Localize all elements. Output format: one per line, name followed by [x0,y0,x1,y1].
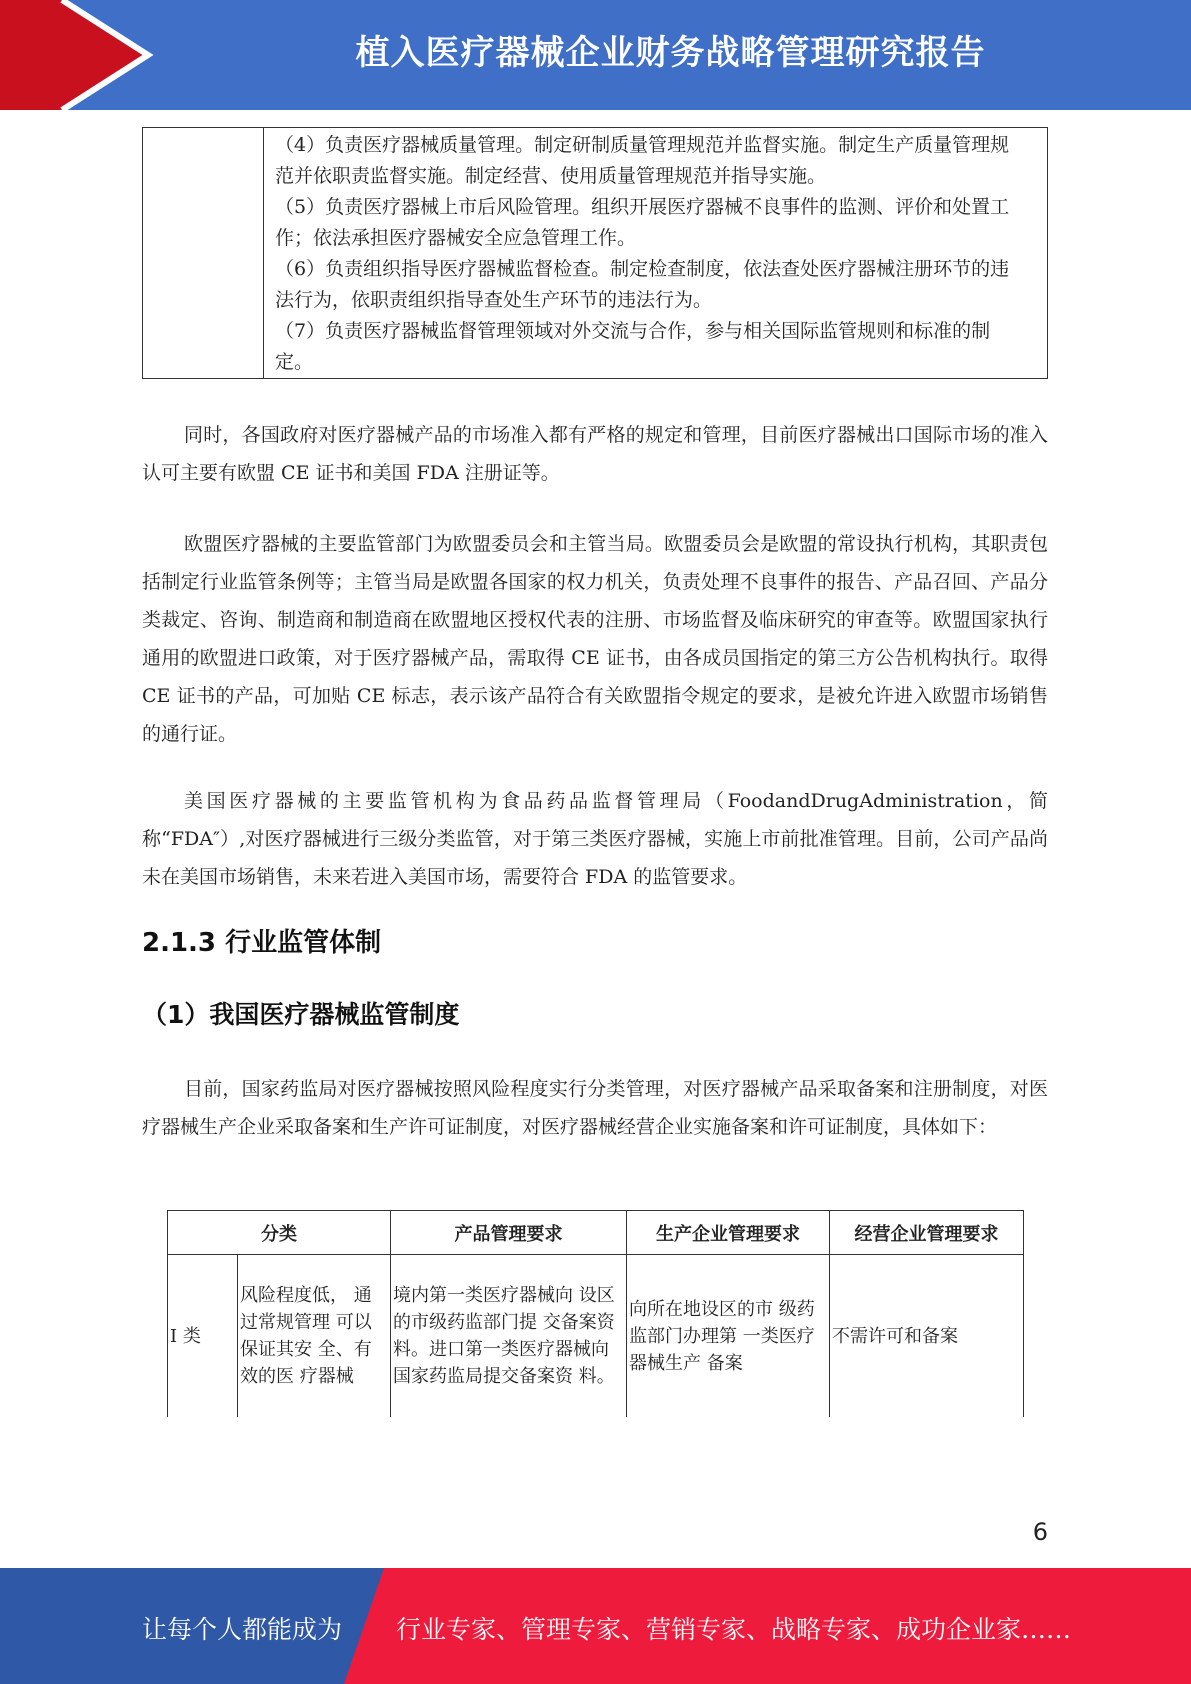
paragraph-market-access: 同时，各国政府对医疗器械产品的市场准入都有严格的规定和管理，目前医疗器械出口国际市场的准入认可主要有欧盟 CE 证书和美国 FDA 注册证等。 [142,424,1048,484]
paragraph-us-fda: 美国医疗器械的主要监管机构为食品药品监督管理局（FoodandDrugAdministration，简称“FDA″）,对医疗器械进行三级分类监管，对于第三类医疗器械，实施上市前批准管理。目前，公司产品尚未在美国市场销售，未来若进入美国市场，需要符合 FDA 的监管要求。 [142,790,1048,888]
responsibility-item: （6）负责组织指导医疗器械监督检查。制定检查制度，依法查处医疗器械注册环节的违法行为，依职责组织指导查处生产环节的违法行为。 [275,258,1010,311]
header-operation-requirements: 经营企业管理要求 [830,1211,1024,1255]
classification-table [167,1210,1024,1417]
header-product-requirements: 产品管理要求 [391,1211,627,1255]
header-category: 分类 [168,1211,391,1255]
report-title: 植入医疗器械企业财务战略管理研究报告 [355,33,986,73]
page-number: 6 [1032,1518,1048,1546]
cell-product: 境内第一类医疗器械向 设区的市级药监部门提 交备案资料。进口第一类医疗器械向 国家药监局提交备案资 料。 [391,1255,627,1418]
paragraph-eu-regulation: 欧盟医疗器械的主要监管部门为欧盟委员会和主管当局。欧盟委员会是欧盟的常设执行机构，其职责包括制定行业监管条例等；主管当局是欧盟各国家的权力机关，负责处理不良事件的报告、产品召回、产品分类裁定、咨询、制造商和制造商在欧盟地区授权代表的注册、市场监督及临床研究的审查等。欧盟国家执行通用的欧盟进口政策，对于医疗器械产品，需取得 CE 证书，由各成员国指定的第三方公告机构执行。取得 CE 证书的产品，可加贴 CE 标志，表示该产品符合有关欧盟指令规定的要求，是被允许进入欧盟市场销售的通行证。 [142,533,1048,745]
responsibility-item: （5）负责医疗器械上市后风险管理。组织开展医疗器械不良事件的监测、评价和处置工作；依法承担医疗器械安全应急管理工作。 [275,196,1010,249]
table-header-row [168,1211,1024,1255]
cell-production: 向所在地设区的市 级药监部门办理第 一类医疗器械生产 备案 [627,1255,830,1418]
responsibility-item: （7）负责医疗器械监督管理领域对外交流与合作，参与相关国际监管规则和标准的制定。 [275,320,991,373]
header-arrow-decoration [0,0,160,110]
responsibilities-table [142,127,1048,379]
header-bar [0,0,1191,110]
paragraph-china-regulation: 目前，国家药监局对医疗器械按照风险程度实行分类管理，对医疗器械产品采取备案和注册制度，对医疗器械生产企业采取备案和生产许可证制度，对医疗器械经营企业实施备案和许可证制度，具体如下： [142,1078,1048,1138]
table-row [168,1255,1024,1418]
subsection-heading: （1）我国医疗器械监管制度 [142,1000,460,1029]
cell-operation: 不需许可和备案 [830,1255,1024,1418]
section-heading: 2.1.3 行业监管体制 [142,928,382,958]
responsibilities-list [275,130,1023,378]
responsibilities-table-empty-cell [143,128,264,378]
responsibility-item: （4）负责医疗器械质量管理。制定研制质量管理规范并监督实施。制定生产质量管理规范并依职责监督实施。制定经营、使用质量管理规范并指导实施。 [275,134,1010,187]
header-production-requirements: 生产企业管理要求 [627,1211,830,1255]
cell-class: I 类 [168,1255,238,1418]
footer-slogan-left: 让每个人都能成为 [142,1615,343,1644]
cell-description: 风险程度低， 通过常规管理 可以保证其安 全、有效的医 疗器械 [238,1255,391,1418]
footer-slogan-right: 行业专家、管理专家、营销专家、战略专家、成功企业家…… [396,1615,1072,1644]
